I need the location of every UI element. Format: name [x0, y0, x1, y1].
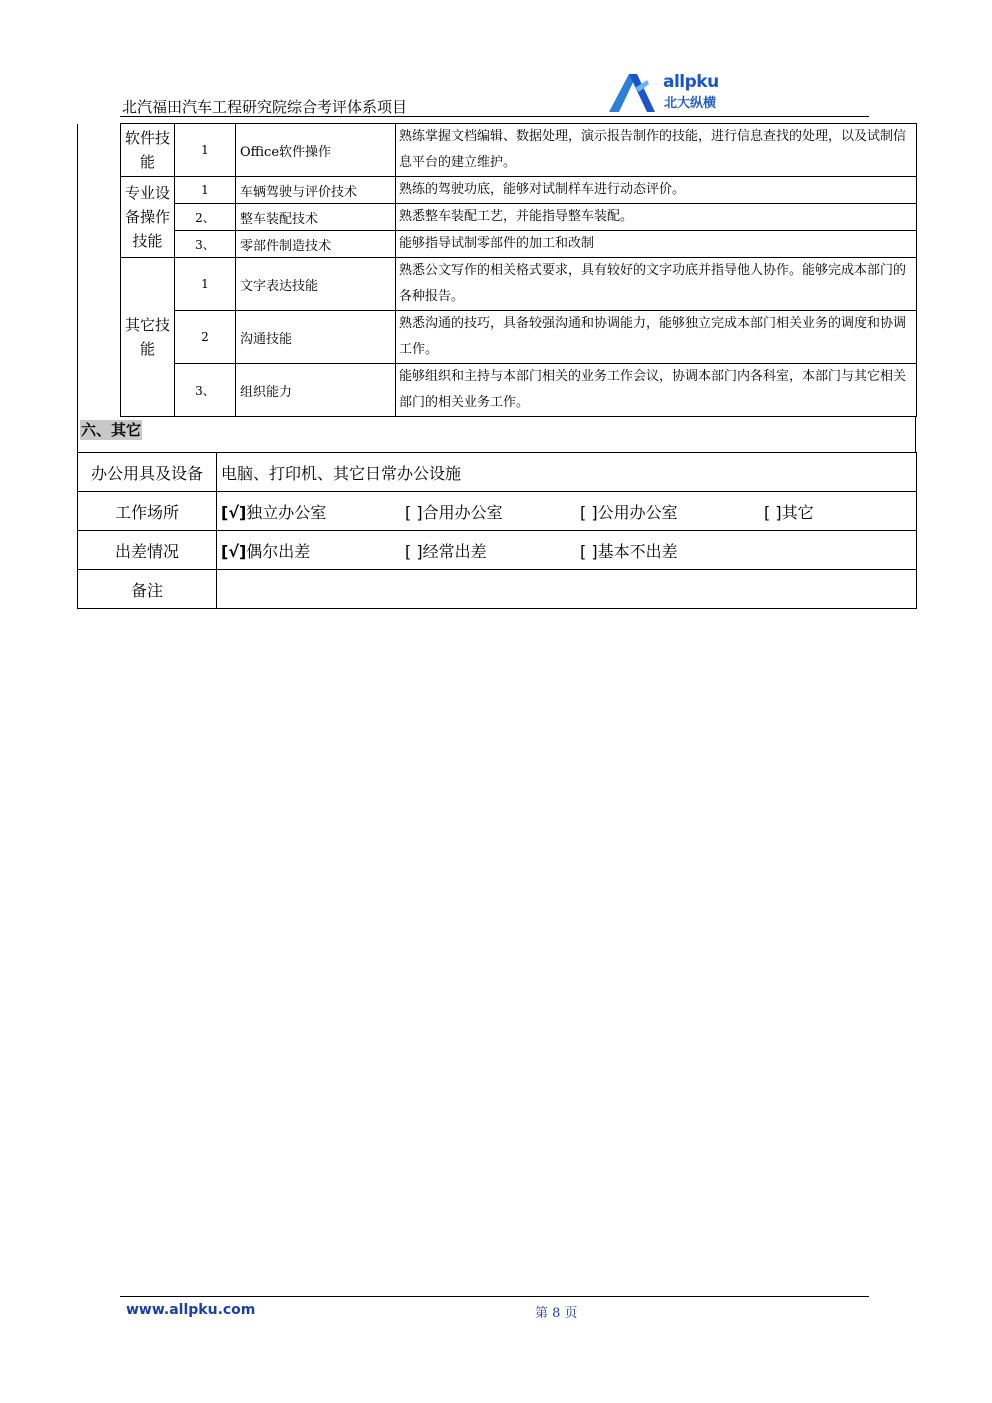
checkbox-mark: [ ] — [580, 502, 598, 522]
table-row — [78, 231, 917, 258]
logo-chinese-name: 北大纵横 — [664, 96, 717, 111]
workplace-options — [217, 492, 917, 531]
checkbox-mark: [ ] — [405, 541, 423, 561]
skill-description: 熟练掌握文档编辑、数据处理，演示报告制作的技能，进行信息查找的处理，以及试制信息平台的建立维护。 — [396, 124, 917, 177]
table-row — [78, 124, 917, 177]
travel-option[interactable] — [405, 539, 580, 562]
workplace-option[interactable] — [221, 500, 405, 523]
row-number: 1 — [175, 124, 236, 177]
checkbox-mark: [ ] — [764, 502, 782, 522]
workplace-label: 工作场所 — [78, 492, 217, 531]
table-row — [78, 364, 917, 417]
option-label: 公用办公室 — [597, 502, 678, 522]
skill-description: 能够组织和主持与本部门相关的业务工作会议，协调本部门内各科室，本部门与其它相关部门的相关业务工作。 — [396, 364, 917, 417]
footer-website-link[interactable]: www.allpku.com — [126, 1302, 256, 1318]
left-blank-column — [78, 124, 121, 417]
remarks-value — [217, 570, 917, 609]
option-label: 合用办公室 — [422, 502, 503, 522]
skills-table — [77, 123, 917, 417]
table-row — [78, 531, 917, 570]
table-row — [78, 492, 917, 531]
table-row — [78, 177, 917, 204]
checkbox-mark: [ ] — [580, 541, 598, 561]
skill-name: 整车装配技术 — [236, 204, 396, 231]
skill-name: 沟通技能 — [236, 311, 396, 364]
table-row — [78, 453, 917, 492]
category-cell: 专业设备操作技能 — [121, 177, 175, 258]
workplace-option[interactable] — [764, 500, 814, 523]
table-row — [78, 204, 917, 231]
logo-wordmark: allpku — [663, 72, 719, 92]
section-title: 六、其它 — [81, 421, 142, 439]
skill-description: 能够指导试制零部件的加工和改制 — [396, 231, 917, 258]
checkbox-mark: [ ] — [405, 502, 423, 522]
travel-options — [217, 531, 917, 570]
page-number: 第 8 页 — [535, 1306, 578, 1321]
footer-divider — [120, 1296, 869, 1297]
travel-option[interactable] — [580, 539, 678, 562]
skill-name: 零部件制造技术 — [236, 231, 396, 258]
skill-name: Office软件操作 — [236, 124, 396, 177]
checkbox-mark: [√] — [221, 541, 247, 561]
checkbox-mark: [√] — [221, 502, 247, 522]
category-cell: 软件技能 — [121, 124, 175, 177]
row-number: 3、 — [175, 364, 236, 417]
equipment-value: 电脑、打印机、其它日常办公设施 — [217, 453, 917, 492]
workplace-option[interactable] — [405, 500, 580, 523]
skill-name: 车辆驾驶与评价技术 — [236, 177, 396, 204]
other-info-table — [77, 452, 917, 609]
row-number: 3、 — [175, 231, 236, 258]
company-logo — [607, 70, 727, 114]
skill-description: 熟练的驾驶功底，能够对试制样车进行动态评价。 — [396, 177, 917, 204]
table-row — [78, 258, 917, 311]
category-cell: 其它技能 — [121, 258, 175, 417]
allpku-logo-mark-icon — [607, 70, 663, 114]
option-label: 经常出差 — [422, 541, 487, 561]
table-row — [78, 570, 917, 609]
header-divider — [120, 116, 869, 117]
option-label: 基本不出差 — [597, 541, 678, 561]
document-header-title: 北汽福田汽车工程研究院综合考评体系项目 — [122, 98, 408, 116]
section-heading-row — [77, 416, 916, 452]
table-row — [78, 311, 917, 364]
remarks-label: 备注 — [78, 570, 217, 609]
row-number: 1 — [175, 177, 236, 204]
travel-label: 出差情况 — [78, 531, 217, 570]
skill-description: 熟悉整车装配工艺，并能指导整车装配。 — [396, 204, 917, 231]
option-label: 独立办公室 — [246, 502, 327, 522]
option-label: 其它 — [781, 502, 814, 522]
row-number: 2、 — [175, 204, 236, 231]
row-number: 1 — [175, 258, 236, 311]
row-number: 2 — [175, 311, 236, 364]
skill-description: 熟悉沟通的技巧，具备较强沟通和协调能力，能够独立完成本部门相关业务的调度和协调工作。 — [396, 311, 917, 364]
skill-name: 组织能力 — [236, 364, 396, 417]
option-label: 偶尔出差 — [246, 541, 311, 561]
equipment-label: 办公用具及设备 — [78, 453, 217, 492]
skill-name: 文字表达技能 — [236, 258, 396, 311]
skill-description: 熟悉公文写作的相关格式要求，具有较好的文字功底并指导他人协作。能够完成本部门的各种报告。 — [396, 258, 917, 311]
travel-option[interactable] — [221, 539, 405, 562]
workplace-option[interactable] — [580, 500, 764, 523]
